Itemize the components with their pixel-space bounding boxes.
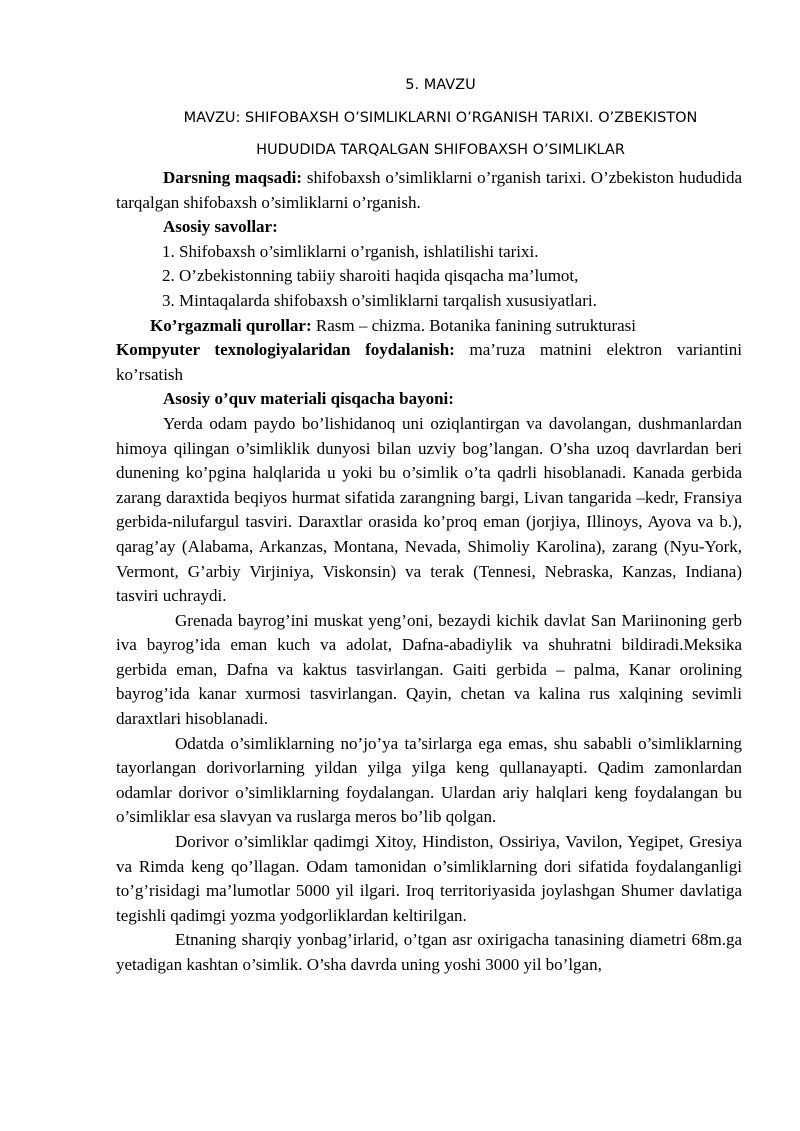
- body-paragraph: Etnaning sharqiy yonbag’irlarid, o’tgan asr oxirigacha tanasining diametri 68m.ga yetadigan kashtan o’simlik. O’sha davrda uning yoshi 3000 yil bo’lgan,: [116, 930, 742, 974]
- summary-label: Asosiy o’quv materiali qisqacha bayoni:: [163, 389, 454, 409]
- body-paragraph: Dorivor o’simliklar qadimgi Xitoy, Hindiston, Ossiriya, Vavilon, Yegipet, Gresiya va Rimda keng qo’llagan. Odam tamonidan o’simliklarning dori sifatida foydalanganligi to’g’risidagi ma’lumotlar 5000 yil ilgari. Iroq territoriyasida joylashgan Shumer davlatiga tegishli qadimgi yozma yodgorliklardan keltirilgan.: [116, 832, 742, 925]
- visual-tools-text: Rasm – chizma. Botanika fanining sutrukturasi: [311, 315, 636, 335]
- question-item: 1. Shifobaxsh o’simliklarni o’rganish, ishlatilishi tarixi.: [162, 241, 539, 261]
- body-paragraph: Yerda odam paydo bo’lishidanoq uni oziqlantirgan va davolangan, dushmanlardan himoya qilingan o’simliklik dunyosi bilan uzviy bog’langan. O’sha uzoq davrlardan beri dunening ko’pgina halqlarida u yoki bu o’simlik o’ta qadrli hisoblanadi. Kanada gerbida zarang daraxtida beqiyos hurmat sifatida zarangning bargi, Livan tangarida –kedr, Fransiya gerbida-nilufargul tasviri. Daraxtlar orasida ko’proq eman (jorjiya, Illinoys, Ayova va b.), qarag’ay (Alabama, Arkanzas, Montana, Nevada, Shimoliy Karolina), zarang (Nyu-York, Vermont, G’arbiy Virjiniya, Viskonsin) va terak (Tennesi, Nebraska, Kanzas, Indiana) tasviri uchraydi.: [116, 413, 742, 606]
- questions-heading: [116, 215, 742, 240]
- lesson-goal-label: Darsning maqsadi:: [163, 168, 302, 187]
- lesson-goal-text: shifobaxsh o’simliklarni o’rganish tarixi. O’zbekiston hududida tarqalgan shifobaxsh o’simliklarni o’rganish.: [116, 168, 743, 212]
- visual-tools: [116, 314, 742, 339]
- topic-title-line-1: MAVZU: SHIFOBAXSH O’SIMLIKLARNI O’RGANISH TARIXI. O’ZBEKISTON: [183, 110, 698, 126]
- visual-tools-label: Ko’rgazmali qurollar:: [150, 315, 312, 335]
- topic-number: 5. MAVZU: [405, 77, 476, 93]
- summary-heading: [116, 387, 742, 412]
- body-paragraph: Odatda o’simliklarning no’jo’ya ta’sirlarga ega emas, shu sababli o’simliklarning tayorlangan dorivorlarning yildan yilga yilga keng qullanayapti. Qadim zamonlardan odamlar dorivor o’simliklarning foydalangan. Ulardan ariy halqlari keng foydalangan bu o’simliklar esa slavyan va ruslarga meros bo’lib qolgan.: [116, 733, 742, 827]
- document-body: [116, 75, 742, 978]
- body-paragraph: Grenada bayrog’ini muskat yeng’oni, bezaydi kichik davlat San Mariinoning gerb iva bayrog’ida eman kuch va adolat, Dafna-abadiylik va shuhratni bildiradi.Meksika gerbida eman, Dafna va kaktus tasvirlangan. Gaiti gerbida – palma, Kanar orolining bayrog’ida kanar xurmosi tasvirlangan. Qayin, chetan va kalina rus xalqining sevimli daraxtlari hisoblanadi.: [116, 610, 742, 729]
- questions-label: Asosiy savollar:: [163, 217, 278, 237]
- question-item: 2. O’zbekistonning tabiiy sharoiti haqida qisqacha ma’lumot,: [162, 266, 579, 286]
- question-item: 3. Mintaqalarda shifobaxsh o’simliklarni tarqalish xususiyatlari.: [162, 290, 597, 310]
- computer-technologies-label: Kompyuter texnologiyalaridan foydalanish:: [116, 340, 455, 360]
- computer-technologies-text: ma’ruza matnini elektron variantini ko’rsatish: [116, 340, 742, 384]
- topic-title-line-2: HUDUDIDA TARQALGAN SHIFOBAXSH O’SIMLIKLAR: [256, 142, 625, 158]
- lesson-goal: [116, 166, 742, 215]
- computer-technologies: [116, 338, 742, 387]
